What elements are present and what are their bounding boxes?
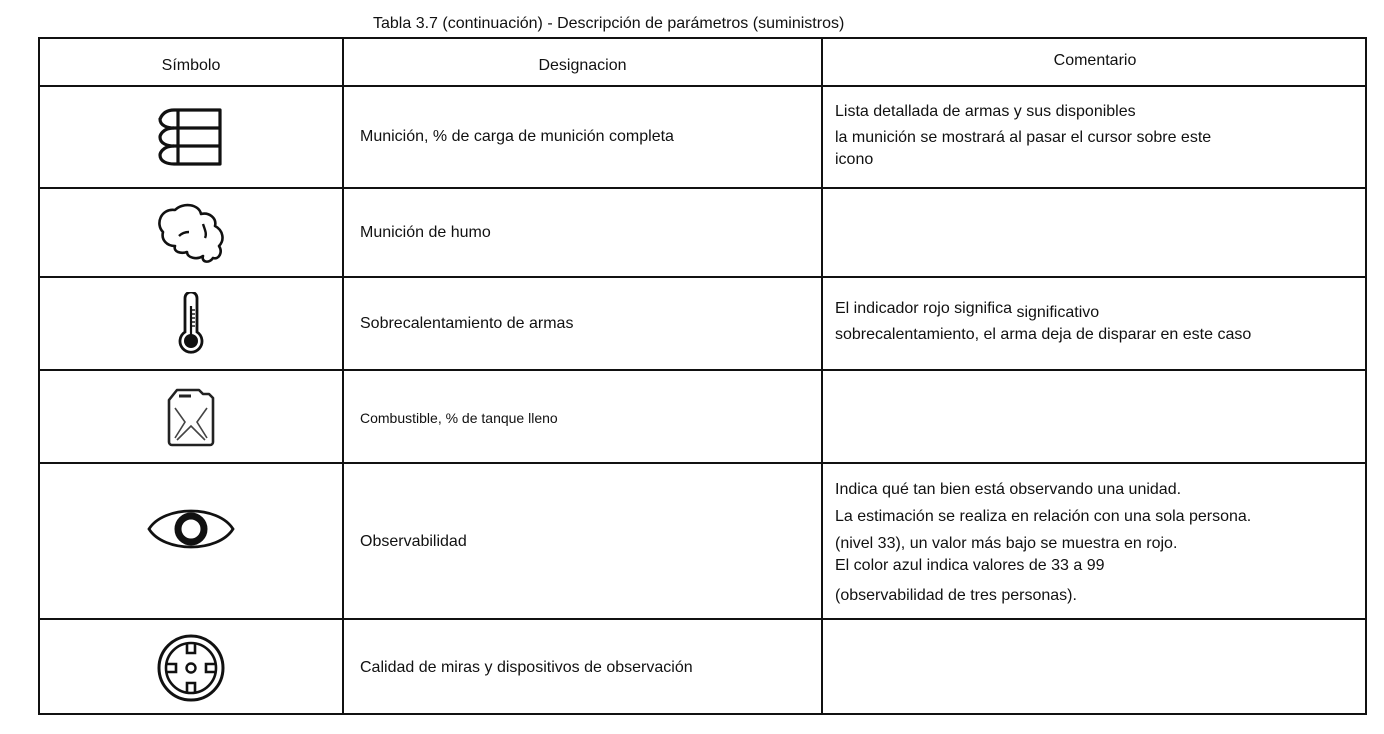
comment-cell: [823, 479, 1367, 607]
comment-line: La estimación se realiza en relación con una sola persona.: [835, 508, 1252, 525]
designation-cell: Combustible, % de tanque lleno: [360, 409, 558, 426]
comment-cell-empty: [823, 371, 1367, 462]
comment-line: Lista detallada de armas y sus disponibles: [835, 103, 1136, 120]
header-symbol: Símbolo: [161, 57, 221, 74]
header-designation: Designacion: [538, 57, 627, 74]
comment-cell-empty: [823, 620, 1367, 715]
table-caption: Tabla 3.7 (continuación) - Descripción de parámetros (suministros): [373, 15, 845, 32]
comment-line: El indicador rojo significa: [835, 300, 1012, 317]
designation-cell: Calidad de miras y dispositivos de observación: [360, 658, 693, 676]
comment-line: icono: [835, 151, 874, 168]
designation-cell: Sobrecalentamiento de armas: [360, 314, 574, 332]
comment-line: la munición se mostrará al pasar el cursor sobre este: [835, 129, 1212, 146]
designation-cell: Munición, % de carga de munición completa: [360, 128, 674, 145]
header-comment: Comentario: [1053, 52, 1137, 69]
comment-line: sobrecalentamiento, el arma deja de disparar en este caso: [835, 326, 1252, 343]
designation-cell: Observabilidad: [360, 533, 467, 550]
comment-cell: [823, 298, 1367, 346]
comment-line: (observabilidad de tres personas).: [835, 587, 1077, 604]
smoke-icon: [40, 189, 342, 276]
comment-line: (nivel 33), un valor más bajo se muestra en rojo.: [835, 535, 1178, 552]
crosshair-icon: [40, 620, 342, 715]
comment-line-subscript: significativo: [1016, 304, 1100, 321]
fuel-canister-icon: [40, 371, 342, 462]
comment-line: El color azul indica valores de 33 a 99: [835, 557, 1105, 574]
comment-line: Indica qué tan bien está observando una unidad.: [835, 481, 1182, 498]
ammunition-icon: [40, 87, 342, 187]
designation-cell: Munición de humo: [360, 223, 491, 241]
eye-icon: [40, 464, 342, 618]
parameters-table: [38, 37, 1367, 715]
thermometer-icon: [40, 278, 342, 369]
comment-cell: [823, 101, 1367, 171]
comment-cell-empty: [823, 189, 1367, 276]
